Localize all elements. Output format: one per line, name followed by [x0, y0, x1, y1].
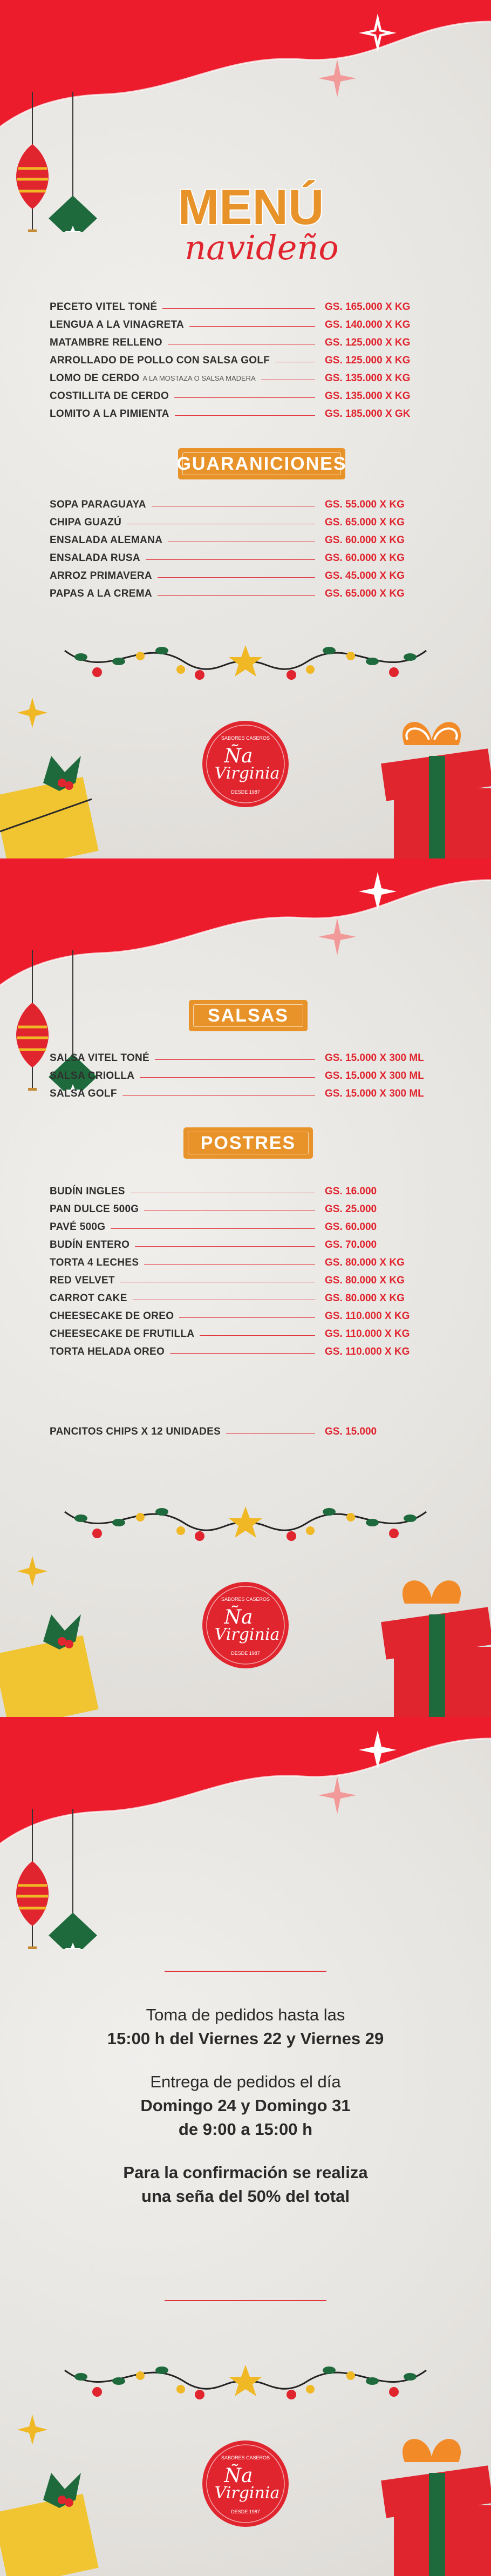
menu-item-price: GS. 60.000 X KG — [325, 534, 405, 546]
menu-item-price: GS. 55.000 X KG — [325, 498, 405, 510]
confirm-line2: una seña del 50% del total — [141, 2187, 350, 2206]
postres-heading — [183, 1127, 313, 1159]
gold-star-icon — [16, 1555, 49, 1587]
leader-line — [275, 362, 315, 363]
menu-item-price: GS. 165.000 X KG — [325, 301, 411, 313]
menu-item-name: LOMO DE CERDO — [50, 372, 140, 384]
menu-item-row — [50, 316, 449, 334]
menu-item-row — [50, 1049, 449, 1067]
menu-item-name: PAPAS A LA CREMA — [50, 587, 152, 599]
postres-heading-text: POSTRES — [200, 1132, 296, 1153]
menu-item-row — [50, 351, 449, 369]
gift-box-left-icon — [0, 734, 113, 858]
menu-item-name: PAN DULCE 500G — [50, 1203, 139, 1215]
menu-item-price: GS. 45.000 X KG — [325, 570, 405, 582]
menu-item-name: SOPA PARAGUAYA — [50, 498, 146, 510]
menu-item-row — [50, 1307, 449, 1325]
svg-text:SABORES CASEROS: SABORES CASEROS — [221, 2455, 270, 2460]
na-virginia-logo — [200, 1579, 291, 1671]
menu-title-line2: navideño — [185, 228, 339, 267]
menu-item-row — [50, 585, 449, 603]
menu-item-price: GS. 80.000 X KG — [325, 1274, 405, 1286]
delivery-line3: de 9:00 a 15:00 h — [178, 2120, 313, 2139]
menu-item-price: GS. 125.000 X KG — [325, 354, 411, 366]
menu-item-name: ENSALADA RUSA — [50, 552, 140, 564]
gift-box-right-icon — [378, 1566, 491, 1717]
menu-item-name: ENSALADA ALEMANA — [50, 534, 163, 546]
svg-text:DESDE 1987: DESDE 1987 — [231, 2509, 260, 2514]
gold-star-icon — [16, 2413, 49, 2446]
menu-item-row — [50, 387, 449, 405]
menu-item-row — [50, 567, 449, 585]
gift-box-left-icon — [0, 2451, 113, 2576]
leader-line — [189, 326, 315, 327]
menu-item-name: LENGUA A LA VINAGRETA — [50, 319, 185, 330]
orders-line1: Toma de pedidos hasta las — [146, 2005, 345, 2024]
menu-item-name: SALSA VITEL TONÉ — [50, 1052, 149, 1064]
menu-item-price: GS. 15.000 X 300 ML — [325, 1052, 424, 1064]
menu-item-price: GS. 70.000 — [325, 1239, 377, 1250]
salsas-heading-text: SALSAS — [208, 1005, 289, 1026]
menu-item-name: ARROLLADO DE POLLO CON SALSA GOLF — [50, 354, 270, 366]
menu-item-name: BUDÍN ENTERO — [50, 1239, 130, 1250]
menu-item-price: GS. 60.000 — [325, 1221, 377, 1233]
leader-line — [133, 1300, 315, 1301]
svg-text:Ña: Ña — [224, 1606, 253, 1628]
leader-line — [144, 1264, 315, 1265]
red-striped-ornament-icon — [13, 141, 51, 212]
menu-item-price: GS. 80.000 X KG — [325, 1256, 405, 1268]
salsas-list — [50, 1049, 449, 1103]
menu-item-price: GS. 65.000 X KG — [325, 516, 405, 528]
leader-line — [135, 1246, 315, 1247]
menu-item-price: GS. 25.000 — [325, 1203, 377, 1215]
menu-item-row — [50, 1272, 449, 1289]
delivery-line2: Domingo 24 y Domingo 31 — [140, 2096, 351, 2115]
menu-item-name: CHIPA GUAZÚ — [50, 516, 122, 528]
svg-text:DESDE 1987: DESDE 1987 — [231, 1651, 260, 1656]
menu-item-name: MATAMBRE RELLENO — [50, 336, 162, 348]
orders-line2: 15:00 h del Viernes 22 y Viernes 29 — [107, 2029, 384, 2048]
gift-box-right-icon — [378, 707, 491, 858]
christmas-lights-garland — [59, 2349, 432, 2408]
menu-item-name: TORTA 4 LECHES — [50, 1256, 139, 1268]
menu-item-row — [50, 1085, 449, 1103]
menu-item-name: ARROZ PRIMAVERA — [50, 570, 152, 582]
svg-text:Virginia: Virginia — [214, 1625, 280, 1644]
guarniciones-heading — [178, 448, 345, 479]
menu-item-name: PANCITOS CHIPS X 12 UNIDADES — [50, 1425, 221, 1437]
menu-item-row — [50, 1182, 449, 1200]
menu-item-name: SALSA GOLF — [50, 1087, 117, 1099]
pink-star-icon — [316, 1774, 359, 1817]
order-info — [65, 2003, 426, 2208]
menu-item-row — [50, 1343, 449, 1361]
svg-text:Ña: Ña — [224, 2465, 253, 2487]
gift-box-left-icon — [0, 1593, 113, 1717]
pink-star-icon — [316, 915, 359, 958]
menu-item-price: GS. 15.000 — [325, 1425, 377, 1437]
menu-item-name: RED VELVET — [50, 1274, 115, 1286]
leader-line — [158, 577, 315, 578]
menu-item-row — [50, 405, 449, 423]
postres-extra-list — [50, 1423, 449, 1441]
menu-item-price: GS. 80.000 X KG — [325, 1292, 405, 1304]
menu-item-name: LOMITO A LA PIMIENTA — [50, 408, 169, 420]
menu-item-row — [50, 1254, 449, 1272]
menu-item-name: BUDÍN INGLES — [50, 1185, 125, 1197]
red-striped-ornament-icon — [13, 1000, 51, 1070]
menu-item-row — [50, 1289, 449, 1307]
menu-item-row — [50, 549, 449, 567]
menu-item-price: GS. 110.000 X KG — [325, 1346, 410, 1357]
sparkle-stars — [353, 8, 483, 116]
svg-text:SABORES CASEROS: SABORES CASEROS — [221, 735, 270, 741]
white-star-icon — [353, 867, 407, 921]
christmas-lights-garland — [59, 1490, 432, 1550]
menu-item-name: PAVÉ 500G — [50, 1221, 106, 1233]
menu-item-row — [50, 531, 449, 549]
leader-line — [170, 1353, 315, 1354]
menu-item-row — [50, 496, 449, 513]
menu-item-price: GS. 135.000 X KG — [325, 390, 411, 402]
leader-line — [122, 1095, 315, 1096]
leader-line — [168, 344, 315, 345]
menu-item-price: GS. 185.000 X GK — [325, 408, 411, 420]
menu-item-row — [50, 1218, 449, 1236]
menu-page-3 — [0, 1717, 491, 2576]
main-menu-list — [50, 298, 449, 423]
na-virginia-logo — [200, 718, 291, 810]
menu-item-row — [50, 1423, 449, 1441]
leader-line — [111, 1228, 315, 1229]
menu-item-row — [50, 298, 449, 316]
delivery-line1: Entrega de pedidos el día — [150, 2072, 341, 2091]
divider-bottom — [165, 2300, 326, 2301]
na-virginia-logo — [200, 2438, 291, 2530]
svg-text:Ña: Ña — [224, 745, 253, 767]
leader-line — [174, 397, 315, 398]
leader-line — [226, 1433, 315, 1434]
leader-line — [131, 1193, 315, 1194]
gift-box-right-icon — [378, 2424, 491, 2576]
svg-text:Virginia: Virginia — [214, 764, 280, 783]
leader-line — [127, 524, 315, 525]
menu-item-row — [50, 369, 449, 387]
leader-line — [152, 506, 315, 507]
leader-line — [175, 415, 315, 416]
guarniciones-list — [50, 496, 449, 603]
menu-item-price: GS. 140.000 X KG — [325, 319, 411, 330]
menu-item-name: SALSA CRIOLLA — [50, 1070, 135, 1081]
leader-line — [120, 1282, 315, 1283]
leader-line — [146, 559, 315, 560]
leader-line — [200, 1335, 315, 1336]
menu-item-name: CARROT CAKE — [50, 1292, 127, 1304]
svg-text:SABORES CASEROS: SABORES CASEROS — [221, 1597, 270, 1602]
gold-star-icon — [16, 697, 49, 729]
salsas-heading — [189, 1000, 308, 1031]
white-star-icon — [353, 1725, 407, 1779]
menu-item-price: GS. 110.000 X KG — [325, 1310, 410, 1322]
menu-item-name: CHEESECAKE DE FRUTILLA — [50, 1328, 195, 1340]
menu-item-name: COSTILLITA DE CERDO — [50, 390, 169, 402]
leader-line — [168, 542, 315, 543]
menu-item-price: GS. 60.000 X KG — [325, 552, 405, 564]
menu-item-price: GS. 125.000 X KG — [325, 336, 411, 348]
menu-item-row — [50, 334, 449, 351]
menu-item-row — [50, 1200, 449, 1218]
menu-item-row — [50, 1067, 449, 1085]
christmas-lights-garland — [59, 629, 432, 688]
menu-item-price: GS. 15.000 X 300 ML — [325, 1070, 424, 1081]
leader-line — [140, 1077, 315, 1078]
divider-top — [165, 1971, 326, 1972]
leader-line — [158, 595, 315, 596]
menu-page-1 — [0, 0, 491, 858]
pink-star-icon — [316, 57, 359, 100]
menu-item-row — [50, 1236, 449, 1254]
menu-item-name: TORTA HELADA OREO — [50, 1346, 165, 1357]
leader-line — [179, 1317, 315, 1319]
menu-item-price: GS. 15.000 X 300 ML — [325, 1087, 424, 1099]
menu-item-row — [50, 1325, 449, 1343]
menu-title-line1: MENÚ — [178, 180, 324, 235]
leader-line — [261, 380, 315, 381]
svg-text:Virginia: Virginia — [214, 2484, 280, 2503]
menu-item-price: GS. 65.000 X KG — [325, 587, 405, 599]
guarniciones-heading-text: GUARANICIONES — [176, 453, 347, 474]
menu-item-note: A LA MOSTAZA O SALSA MADERA — [142, 374, 256, 382]
svg-text:DESDE 1987: DESDE 1987 — [231, 789, 260, 795]
leader-line — [162, 308, 315, 309]
menu-item-price: GS. 16.000 — [325, 1185, 377, 1197]
menu-item-name: CHEESECAKE DE OREO — [50, 1310, 174, 1322]
menu-page-2 — [0, 858, 491, 1717]
leader-line — [144, 1211, 315, 1212]
postres-list — [50, 1182, 449, 1361]
leader-line — [155, 1059, 315, 1060]
menu-item-price: GS. 110.000 X KG — [325, 1328, 410, 1340]
confirm-line1: Para la confirmación se realiza — [123, 2163, 368, 2182]
menu-item-price: GS. 135.000 X KG — [325, 372, 411, 384]
red-striped-ornament-icon — [13, 1858, 51, 1929]
menu-item-row — [50, 513, 449, 531]
menu-navideno-title — [138, 173, 364, 270]
menu-item-name: PECETO VITEL TONÉ — [50, 301, 158, 313]
